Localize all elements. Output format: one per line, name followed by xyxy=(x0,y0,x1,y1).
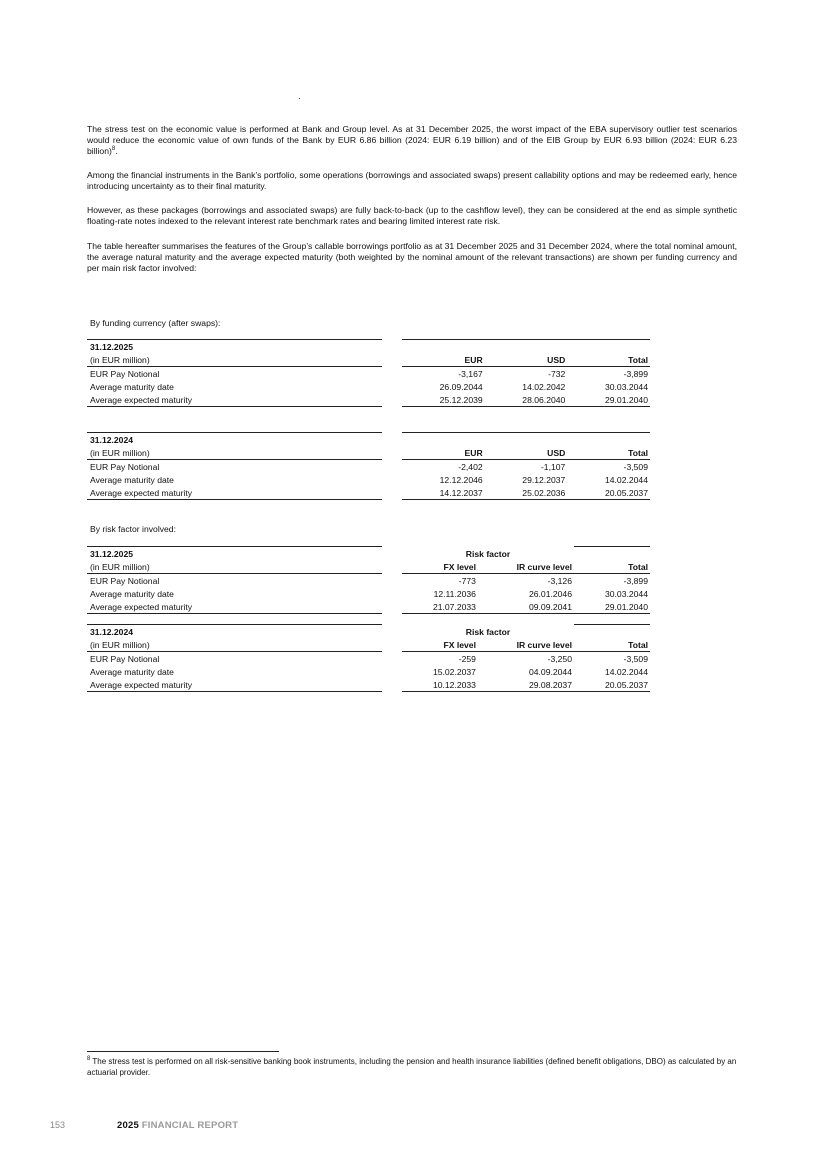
footnote-divider xyxy=(87,1051,279,1052)
table-row xyxy=(87,652,650,666)
row-label: Average expected maturity xyxy=(87,486,382,500)
paragraph-callability: Among the financial instruments in the Bank’s portfolio, some operations (borrowings and associated swaps) present callability options and may be redeemed early, hence introducing uncertainty as to their final maturity. xyxy=(87,170,737,192)
footnote-reference[interactable]: 8 xyxy=(111,146,116,153)
report-brand xyxy=(117,1120,238,1131)
row-label: EUR Pay Notional xyxy=(90,653,160,664)
cell-value: 25.12.2039 xyxy=(402,393,485,407)
currency-table-2024 xyxy=(87,432,650,500)
currency-table-2025 xyxy=(87,339,650,407)
row-label: EUR Pay Notional xyxy=(90,461,160,472)
cell-value: -732 xyxy=(548,368,566,379)
cell-value: -2,402 xyxy=(458,461,483,472)
table-row xyxy=(87,600,650,614)
cell-value: -3,509 xyxy=(623,461,648,472)
cell-value: 12.12.2046 xyxy=(439,474,483,485)
cell-value: 10.12.2033 xyxy=(402,678,478,692)
paragraph-text: The stress test on the economic value is performed at Bank and Group level. As at 31 December 2025, the worst impact of the EBA supervisory outlier test scenarios would reduce the economic value of own funds of the Bank by EUR 6.86 billion (2024: EUR 6.19 billion) and of the EIB Group by EUR 6.93 billion (2024: EUR 6.23 billion) xyxy=(87,124,737,157)
paragraph-end: . xyxy=(115,146,118,157)
cell-value: -3,126 xyxy=(547,575,572,586)
risk-factor-header: Risk factor xyxy=(465,548,511,559)
footnote-marker: 8 xyxy=(87,1056,91,1062)
table-date: 31.12.2025 xyxy=(87,547,382,561)
table-row xyxy=(87,460,650,474)
cell-value: -3,899 xyxy=(623,575,648,586)
cell-value: 21.07.2033 xyxy=(402,600,478,614)
table-row xyxy=(87,380,650,393)
cell-value: 29.01.2040 xyxy=(567,393,650,407)
report-year: 2025 xyxy=(117,1120,139,1131)
table-row xyxy=(87,574,650,588)
column-header: EUR xyxy=(402,353,485,367)
cell-value: -3,250 xyxy=(547,653,572,664)
risk-factor-header: Risk factor xyxy=(465,626,511,637)
cell-value: -3,167 xyxy=(458,368,483,379)
stray-mark xyxy=(299,98,300,99)
column-header: FX level xyxy=(402,560,478,574)
cell-value: 29.08.2037 xyxy=(478,678,574,692)
table-row xyxy=(87,665,650,678)
column-header: Total xyxy=(567,446,650,460)
row-label: Average expected maturity xyxy=(87,393,382,407)
paragraph-stress-test xyxy=(87,124,737,158)
cell-value: 25.02.2036 xyxy=(485,486,568,500)
table-row xyxy=(87,473,650,486)
column-header: FX level xyxy=(402,638,478,652)
cell-value: 14.02.2044 xyxy=(604,474,648,485)
table-date: 31.12.2025 xyxy=(87,340,382,354)
footnote-text: The stress test is performed on all risk-sensitive banking book instruments, including the pension and health insurance liabilities (defined benefit obligations, DBO) as calculated by an actuarial provider. xyxy=(87,1057,737,1077)
cell-value: 09.09.2041 xyxy=(478,600,574,614)
cell-value: 04.09.2044 xyxy=(528,666,572,677)
column-header: USD xyxy=(485,353,568,367)
caption-by-currency: By funding currency (after swaps): xyxy=(90,318,221,328)
row-label: Average expected maturity xyxy=(87,678,382,692)
cell-value: 29.01.2040 xyxy=(574,600,650,614)
column-header: Total xyxy=(574,638,650,652)
row-label: Average maturity date xyxy=(90,381,174,392)
risk-table-2025 xyxy=(87,546,650,614)
cell-value: 26.09.2044 xyxy=(439,381,483,392)
table-unit: (in EUR million) xyxy=(87,353,382,367)
footnote xyxy=(87,1057,737,1078)
cell-value: -1,107 xyxy=(540,461,566,472)
column-header: Total xyxy=(567,353,650,367)
table-unit: (in EUR million) xyxy=(87,638,382,652)
table-row xyxy=(87,587,650,600)
table-date: 31.12.2024 xyxy=(87,625,382,639)
cell-value: 12.11.2036 xyxy=(433,588,476,599)
row-label: EUR Pay Notional xyxy=(90,368,160,379)
cell-value: 30.03.2044 xyxy=(604,588,648,599)
cell-value: -3,899 xyxy=(623,368,648,379)
row-label: Average maturity date xyxy=(90,474,174,485)
cell-value: 29.12.2037 xyxy=(522,474,566,485)
row-label: Average expected maturity xyxy=(87,600,382,614)
risk-table-2024 xyxy=(87,624,650,692)
cell-value: 28.06.2040 xyxy=(485,393,568,407)
row-label: EUR Pay Notional xyxy=(90,575,160,586)
row-label: Average maturity date xyxy=(90,588,174,599)
cell-value: 14.02.2042 xyxy=(522,381,566,392)
cell-value: -773 xyxy=(458,575,476,586)
row-label: Average maturity date xyxy=(90,666,174,677)
cell-value: 14.02.2044 xyxy=(604,666,648,677)
cell-value: 20.05.2037 xyxy=(574,678,650,692)
table-date: 31.12.2024 xyxy=(87,433,382,447)
paragraph-table-intro: The table hereafter summarises the features of the Group’s callable borrowings portfolio as at 31 December 2025 and 31 December 2024, where the total nominal amount, the average natural maturity and the average expected maturity (both weighted by the nominal amount of the relevant transactions) are shown per funding currency and per main risk factor involved: xyxy=(87,241,737,274)
column-header: Total xyxy=(574,560,650,574)
table-row xyxy=(87,393,650,407)
column-header: USD xyxy=(485,446,568,460)
cell-value: 15.02.2037 xyxy=(432,666,476,677)
table-row xyxy=(87,678,650,692)
report-title: FINANCIAL REPORT xyxy=(141,1120,239,1131)
page-number: 153 xyxy=(50,1120,66,1130)
cell-value: 20.05.2037 xyxy=(567,486,650,500)
table-row xyxy=(87,367,650,381)
cell-value: -3,509 xyxy=(623,653,648,664)
column-header: EUR xyxy=(402,446,485,460)
paragraph-back-to-back: However, as these packages (borrowings and associated swaps) are fully back-to-back (up to the cashflow level), they can be considered at the end as simple synthetic floating-rate notes indexed to the relevant interest rate benchmark rates and bearing limited interest rate risk. xyxy=(87,205,737,227)
table-row xyxy=(87,486,650,500)
table-unit: (in EUR million) xyxy=(87,446,382,460)
table-unit: (in EUR million) xyxy=(87,560,382,574)
cell-value: 30.03.2044 xyxy=(604,381,648,392)
column-header: IR curve level xyxy=(478,638,574,652)
cell-value: -259 xyxy=(458,653,476,664)
cell-value: 26.01.2046 xyxy=(528,588,572,599)
caption-by-risk: By risk factor involved: xyxy=(90,524,176,534)
cell-value: 14.12.2037 xyxy=(402,486,485,500)
column-header: IR curve level xyxy=(478,560,574,574)
